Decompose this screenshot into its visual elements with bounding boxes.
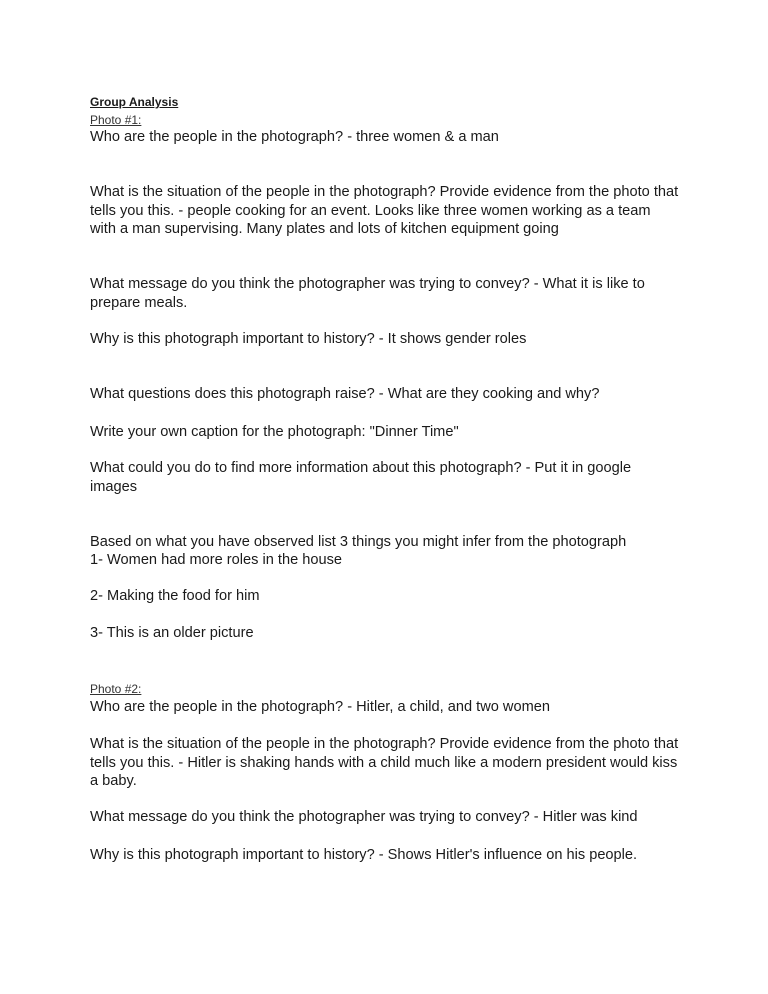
document-title: Group Analysis (90, 95, 179, 109)
photo-1-infer-item: 3- This is an older picture (90, 625, 254, 641)
photo-1-questions: What questions does this photograph raise? - What are they cooking and why? (90, 386, 600, 402)
photo-1-infer-item: 1- Women had more roles in the house (90, 552, 343, 568)
photo-2-who: Who are the people in the photograph? - Hitler, a child, and two women (90, 699, 550, 715)
photo-1-who: Who are the people in the photograph? - three women & a man (90, 129, 499, 145)
photo-2-message: What message do you think the photographer was trying to convey? - Hitler was kind (90, 809, 638, 825)
photo-1-situation: What is the situation of the people in the photograph? Provide evidence from the photo that tells you this. - people cooking for an event. Looks like three women working as a team with a man supervising. Many plates and lots of kitchen equipment going (90, 184, 679, 237)
photo-1-importance: Why is this photograph important to history? - It shows gender roles (90, 331, 527, 347)
photo-1-infer-intro: Based on what you have observed list 3 things you might infer from the photograph (90, 534, 627, 550)
photo-1-message: What message do you think the photographer was trying to convey? - What it is like to prepare meals. (90, 276, 645, 311)
photo-1-infer-item: 2- Making the food for him (90, 588, 260, 604)
photo-2-importance: Why is this photograph important to history? - Shows Hitler's influence on his people. (90, 847, 638, 863)
photo-2-label: Photo #2: (90, 682, 142, 696)
photo-1-caption: Write your own caption for the photograph: "Dinner Time" (90, 424, 459, 440)
photo-1-more-info: What could you do to find more information about this photograph? - Put it in google images (90, 460, 632, 495)
photo-2-situation: What is the situation of the people in the photograph? Provide evidence from the photo that tells you this. - Hitler is shaking hands with a child much like a modern president would kiss a baby. (90, 736, 679, 789)
photo-1-label: Photo #1: (90, 113, 142, 127)
